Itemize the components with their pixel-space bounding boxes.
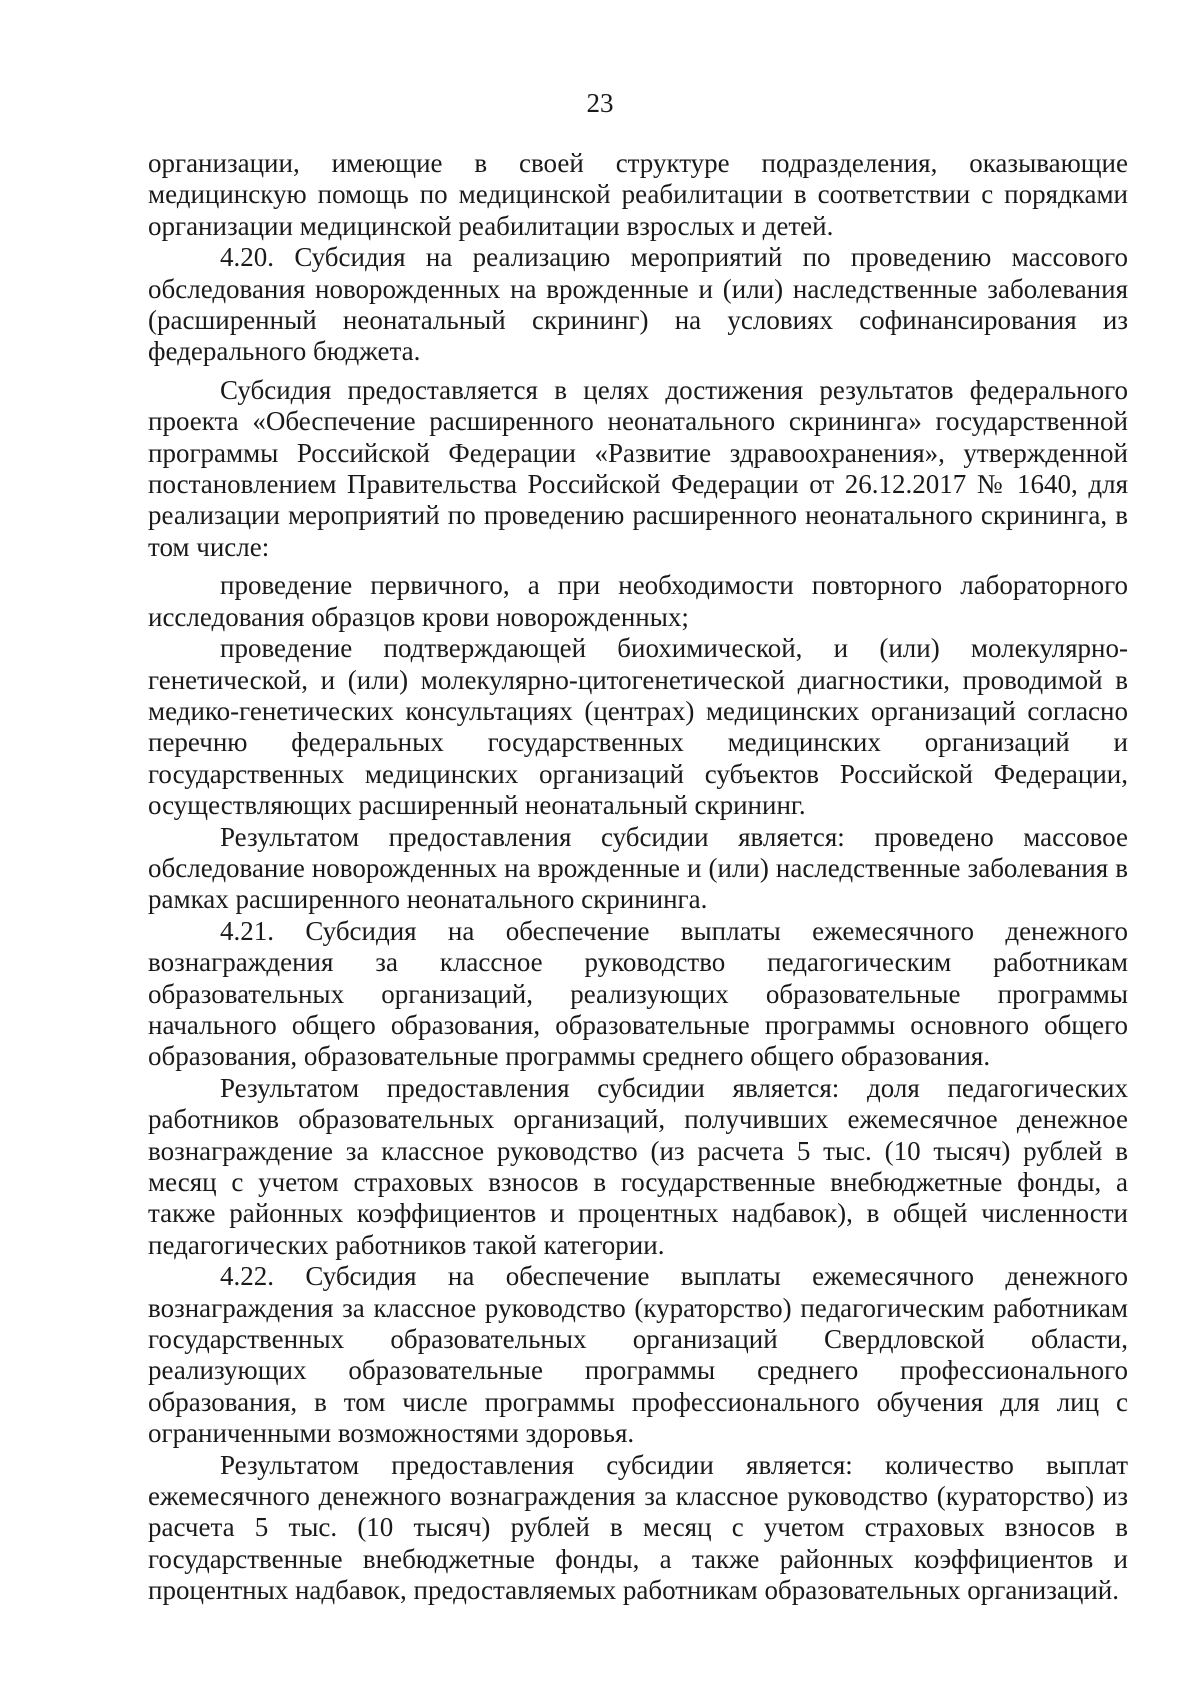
paragraph-4-20-result: Результатом предоставления субсидии является: проведено массовое обследование новорожденных на врожденные и (или) наследственные заболевания в рамках расширенного неонатального скрининга.: [148, 821, 1128, 915]
paragraph-4-21-result: Результатом предоставления субсидии является: доля педагогических работников образовательных организаций, получивших ежемесячное денежное вознаграждение за классное руководство (из расчета 5 тыс. (10 тысяч) рублей в месяц с учетом страховых взносов в государственные внебюджетные фонды, а также районных коэффициентов и процентных надбавок), в общей численности педагогических работников такой категории.: [148, 1072, 1128, 1260]
paragraph-4-20-item-1: проведение первичного, а при необходимости повторного лабораторного исследования образцов крови новорожденных;: [148, 570, 1128, 632]
paragraph-4-20-heading: 4.20. Субсидия на реализацию мероприятий по проведению массового обследования новорожденных на врожденные и (или) наследственные заболевания (расширенный неонатальный скрининг) на условиях софинансирования из федерального бюджета.: [148, 242, 1128, 367]
document-body: [148, 148, 1128, 1607]
page-number: 23: [586, 88, 614, 118]
paragraph-4-21-heading: 4.21. Субсидия на обеспечение выплаты ежемесячного денежного вознаграждения за классное руководство педагогическим работникам образовательных организаций, реализующих образовательные программы начального общего образования, образовательные программы основного общего образования, образовательные программы среднего общего образования.: [148, 915, 1128, 1072]
paragraph-4-20-purpose: Субсидия предоставляется в целях достижения результатов федерального проекта «Обеспечение расширенного неонатального скрининга» государственной программы Российской Федерации «Развитие здравоохранения», утвержденной постановлением Правительства Российской Федерации от 26.12.2017 № 1640, для реализации мероприятий по проведению расширенного неонатального скрининга, в том числе:: [148, 374, 1128, 562]
paragraph-continuation: организации, имеющие в своей структуре подразделения, оказывающие медицинскую помощь по медицинской реабилитации в соответствии с порядками организации медицинской реабилитации взрослых и детей.: [148, 148, 1128, 241]
paragraph-4-20-item-2: проведение подтверждающей биохимической, и (или) молекулярно-генетической, и (или) молекулярно-цитогенетической диагностики, проводимой в медико-генетических консультациях (центрах) медицинских организаций согласно перечню федеральных государственных медицинских организаций и государственных медицинских организаций субъектов Российской Федерации, осуществляющих расширенный неонатальный скрининг.: [148, 633, 1128, 821]
paragraph-4-22-heading: 4.22. Субсидия на обеспечение выплаты ежемесячного денежного вознаграждения за классное руководство (кураторство) педагогическим работникам государственных образовательных организаций Свердловской области, реализующих образовательные программы среднего профессионального образования, в том числе программы профессионального обучения для лиц с ограниченными возможностями здоровья.: [148, 1261, 1128, 1449]
paragraph-4-22-result: Результатом предоставления субсидии является: количество выплат ежемесячного денежного вознаграждения за классное руководство (кураторство) из расчета 5 тыс. (10 тысяч) рублей в месяц с учетом страховых взносов в государственные внебюджетные фонды, а также районных коэффициентов и процентных надбавок, предоставляемых работникам образовательных организаций.: [148, 1449, 1128, 1606]
